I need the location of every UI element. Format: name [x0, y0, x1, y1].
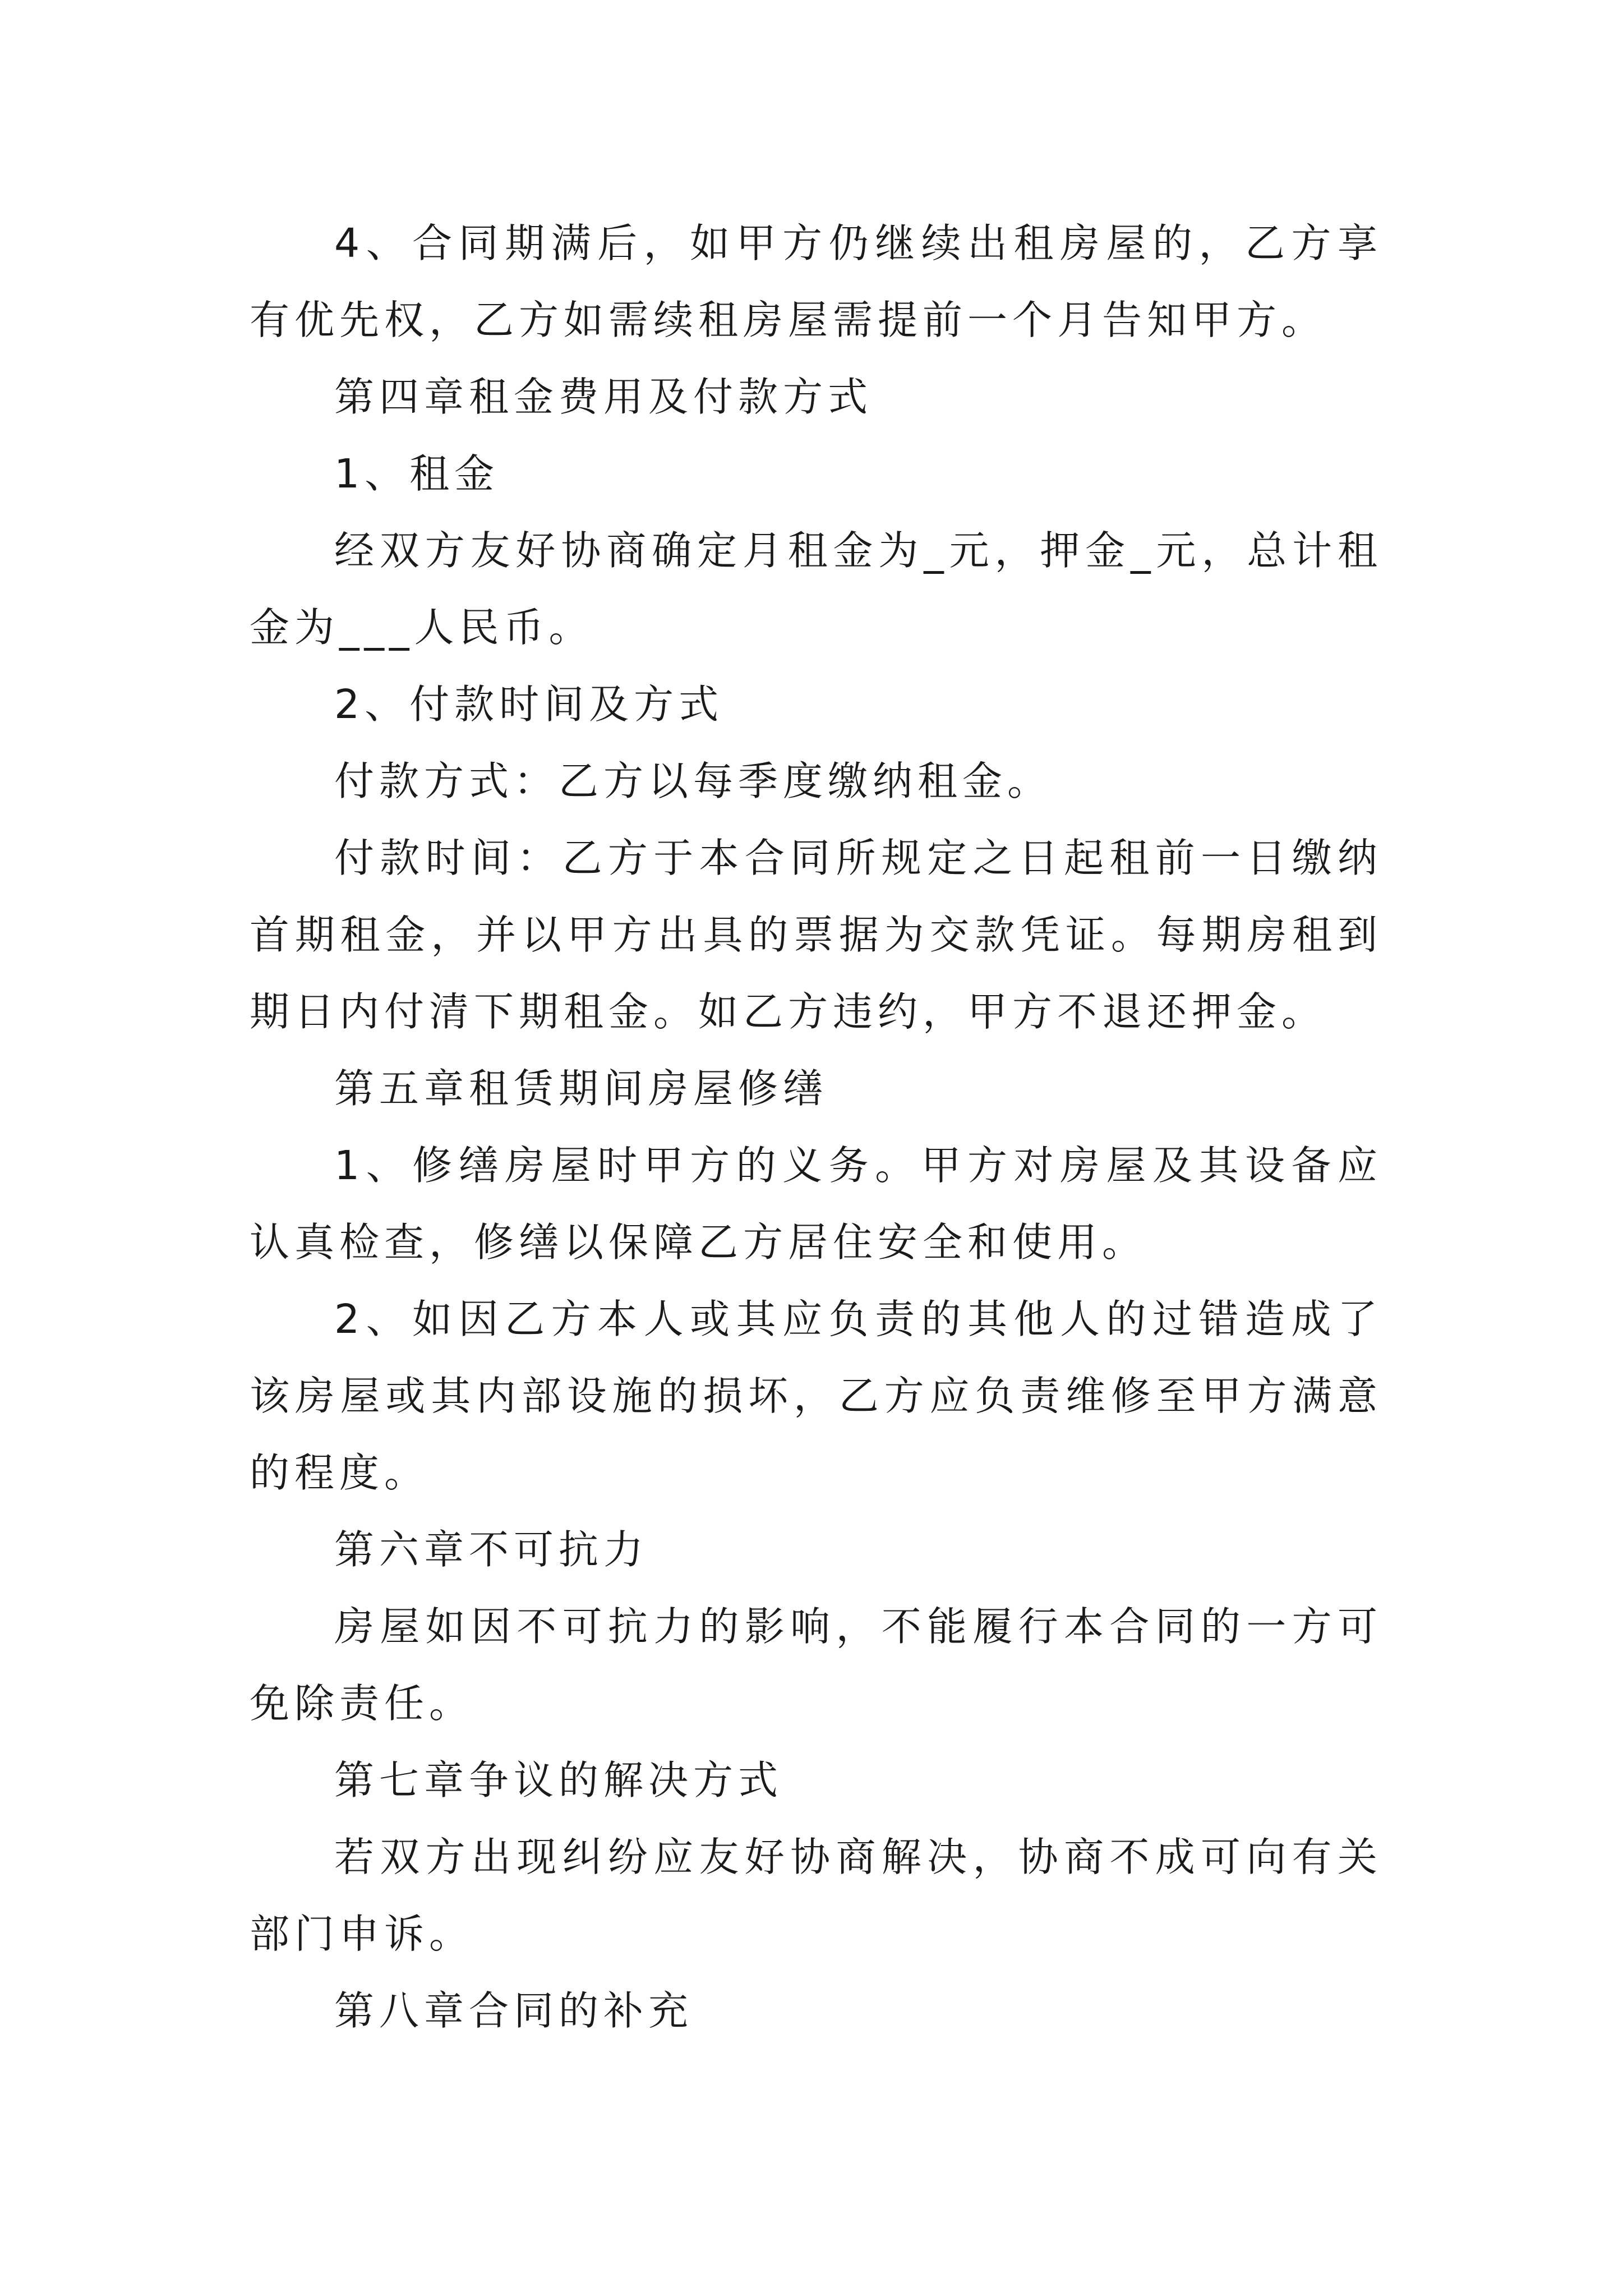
document-body — [250, 205, 1382, 2049]
repair-obligation-paragraph: 1、修缮房屋时甲方的义务。甲方对房屋及其设备应认真检查，修缮以保障乙方居住安全和使用。 — [250, 1142, 1382, 1266]
dispute-resolution-paragraph: 若双方出现纠纷应友好协商解决，协商不成可向有关部门申诉。 — [250, 1834, 1382, 1957]
section-payment-heading: 2、付款时间及方式 — [334, 681, 724, 728]
chapter-6-heading: 第六章不可抗力 — [334, 1526, 649, 1573]
chapter-7-heading: 第七章争议的解决方式 — [334, 1757, 783, 1803]
chapter-8-heading: 第八章合同的补充 — [334, 1987, 694, 2034]
payment-method-paragraph: 付款方式：乙方以每季度缴纳租金。 — [334, 758, 1053, 804]
chapter-5-heading: 第五章租赁期间房屋修缮 — [334, 1065, 828, 1112]
damage-liability-paragraph: 2、如因乙方本人或其应负责的其他人的过错造成了该房屋或其内部设施的损坏，乙方应负责维修至甲方满意的程度。 — [250, 1296, 1382, 1496]
chapter-4-heading: 第四章租金费用及付款方式 — [334, 374, 873, 420]
force-majeure-paragraph: 房屋如因不可抗力的影响，不能履行本合同的一方可免除责任。 — [250, 1603, 1382, 1727]
rent-amount-paragraph: 经双方友好协商确定月租金为_元，押金_元，总计租金为___人民币。 — [250, 527, 1382, 651]
clause-4-renewal-priority: 4、合同期满后，如甲方仍继续出租房屋的，乙方享有优先权，乙方如需续租房屋需提前一个月告知甲方。 — [250, 220, 1382, 343]
payment-time-paragraph: 付款时间：乙方于本合同所规定之日起租前一日缴纳首期租金，并以甲方出具的票据为交款凭证。每期房租到期日内付清下期租金。如乙方违约，甲方不退还押金。 — [250, 835, 1382, 1035]
section-rent-heading: 1、租金 — [334, 450, 500, 497]
